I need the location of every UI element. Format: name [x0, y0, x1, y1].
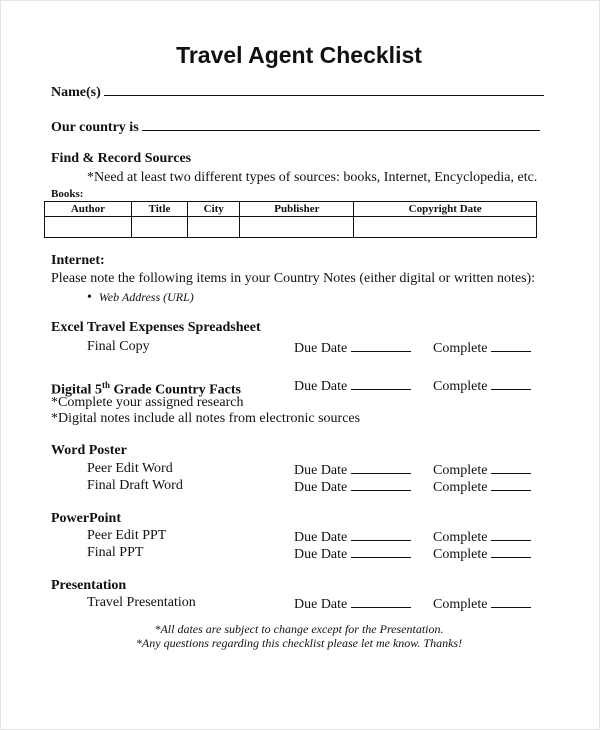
due-date-field[interactable]	[294, 478, 411, 496]
country-field[interactable]	[51, 118, 540, 136]
table-row[interactable]	[45, 217, 537, 238]
word-heading: Word Poster	[51, 443, 127, 458]
complete-blank[interactable]	[491, 339, 531, 352]
due-date-blank[interactable]	[351, 528, 411, 541]
cell[interactable]	[45, 217, 132, 238]
due-date-field[interactable]	[294, 545, 411, 563]
due-date-label: Due Date	[294, 379, 348, 394]
task-label: Peer Edit Word	[87, 461, 173, 476]
complete-label: Complete	[433, 480, 488, 495]
sources-note: *Need at least two different types of sources: books, Internet, Encyclopedia, etc.	[87, 170, 538, 185]
col-city: City	[188, 202, 240, 217]
page-title: Travel Agent Checklist	[176, 42, 422, 68]
task-label: Final PPT	[87, 545, 144, 560]
country-label: Our country is	[51, 120, 139, 135]
complete-field[interactable]	[433, 595, 531, 613]
complete-blank[interactable]	[491, 377, 531, 390]
due-date-field[interactable]	[294, 461, 411, 479]
due-date-blank[interactable]	[351, 595, 411, 608]
books-table	[44, 201, 537, 238]
due-date-field[interactable]	[294, 595, 411, 613]
task-label: Final Draft Word	[87, 478, 183, 493]
footnote: *Any questions regarding this checklist please let me know. Thanks!	[135, 636, 463, 650]
bullet-text: Web Address (URL)	[98, 290, 194, 304]
task-label: Peer Edit PPT	[87, 528, 167, 543]
task-label: Travel Presentation	[87, 595, 196, 610]
col-copyright-date: Copyright Date	[354, 202, 537, 217]
due-date-blank[interactable]	[351, 461, 411, 474]
due-date-label: Due Date	[294, 530, 348, 545]
due-date-label: Due Date	[294, 547, 348, 562]
complete-blank[interactable]	[491, 461, 531, 474]
complete-label: Complete	[433, 547, 488, 562]
internet-heading: Internet:	[51, 253, 105, 268]
complete-blank[interactable]	[491, 545, 531, 558]
due-date-blank[interactable]	[351, 545, 411, 558]
col-author: Author	[45, 202, 132, 217]
col-title: Title	[131, 202, 187, 217]
complete-blank[interactable]	[491, 478, 531, 491]
due-date-blank[interactable]	[351, 377, 411, 390]
presentation-heading: Presentation	[51, 578, 127, 593]
bullet-item	[87, 289, 194, 306]
cell[interactable]	[131, 217, 187, 238]
complete-blank[interactable]	[491, 528, 531, 541]
books-label: Books:	[51, 188, 84, 200]
cell[interactable]	[188, 217, 240, 238]
complete-field[interactable]	[433, 545, 531, 563]
name-blank[interactable]	[104, 83, 544, 96]
complete-field[interactable]	[433, 339, 531, 357]
country-blank[interactable]	[142, 118, 540, 131]
table-header-row	[45, 202, 537, 217]
due-date-label: Due Date	[294, 463, 348, 478]
internet-note: Please note the following items in your Country Notes (either digital or written notes):	[51, 271, 536, 286]
digital-note: *Digital notes include all notes from electronic sources	[51, 411, 361, 426]
ppt-heading: PowerPoint	[51, 511, 121, 526]
complete-field[interactable]	[433, 478, 531, 496]
complete-label: Complete	[433, 597, 488, 612]
complete-blank[interactable]	[491, 595, 531, 608]
bullet-icon: •	[87, 290, 92, 305]
complete-label: Complete	[433, 463, 488, 478]
excel-heading: Excel Travel Expenses Spreadsheet	[51, 320, 261, 335]
col-publisher: Publisher	[240, 202, 354, 217]
footnote: *All dates are subject to change except for the Presentation.	[154, 622, 444, 636]
due-date-field[interactable]	[294, 528, 411, 546]
complete-field[interactable]	[433, 377, 531, 395]
due-date-field[interactable]	[294, 339, 411, 357]
due-date-label: Due Date	[294, 597, 348, 612]
name-label: Name(s)	[51, 85, 101, 100]
due-date-blank[interactable]	[351, 478, 411, 491]
complete-label: Complete	[433, 530, 488, 545]
complete-field[interactable]	[433, 528, 531, 546]
task-label: Final Copy	[87, 339, 150, 354]
digital-heading: Digital 5th Grade Country Facts	[51, 380, 242, 398]
cell[interactable]	[354, 217, 537, 238]
complete-field[interactable]	[433, 461, 531, 479]
due-date-label: Due Date	[294, 480, 348, 495]
due-date-blank[interactable]	[351, 339, 411, 352]
complete-label: Complete	[433, 379, 488, 394]
sources-heading: Find & Record Sources	[51, 151, 192, 166]
cell[interactable]	[240, 217, 354, 238]
due-date-label: Due Date	[294, 341, 348, 356]
due-date-field[interactable]	[294, 377, 411, 395]
digital-note: *Complete your assigned research	[51, 395, 244, 410]
name-field[interactable]	[51, 83, 544, 101]
complete-label: Complete	[433, 341, 488, 356]
